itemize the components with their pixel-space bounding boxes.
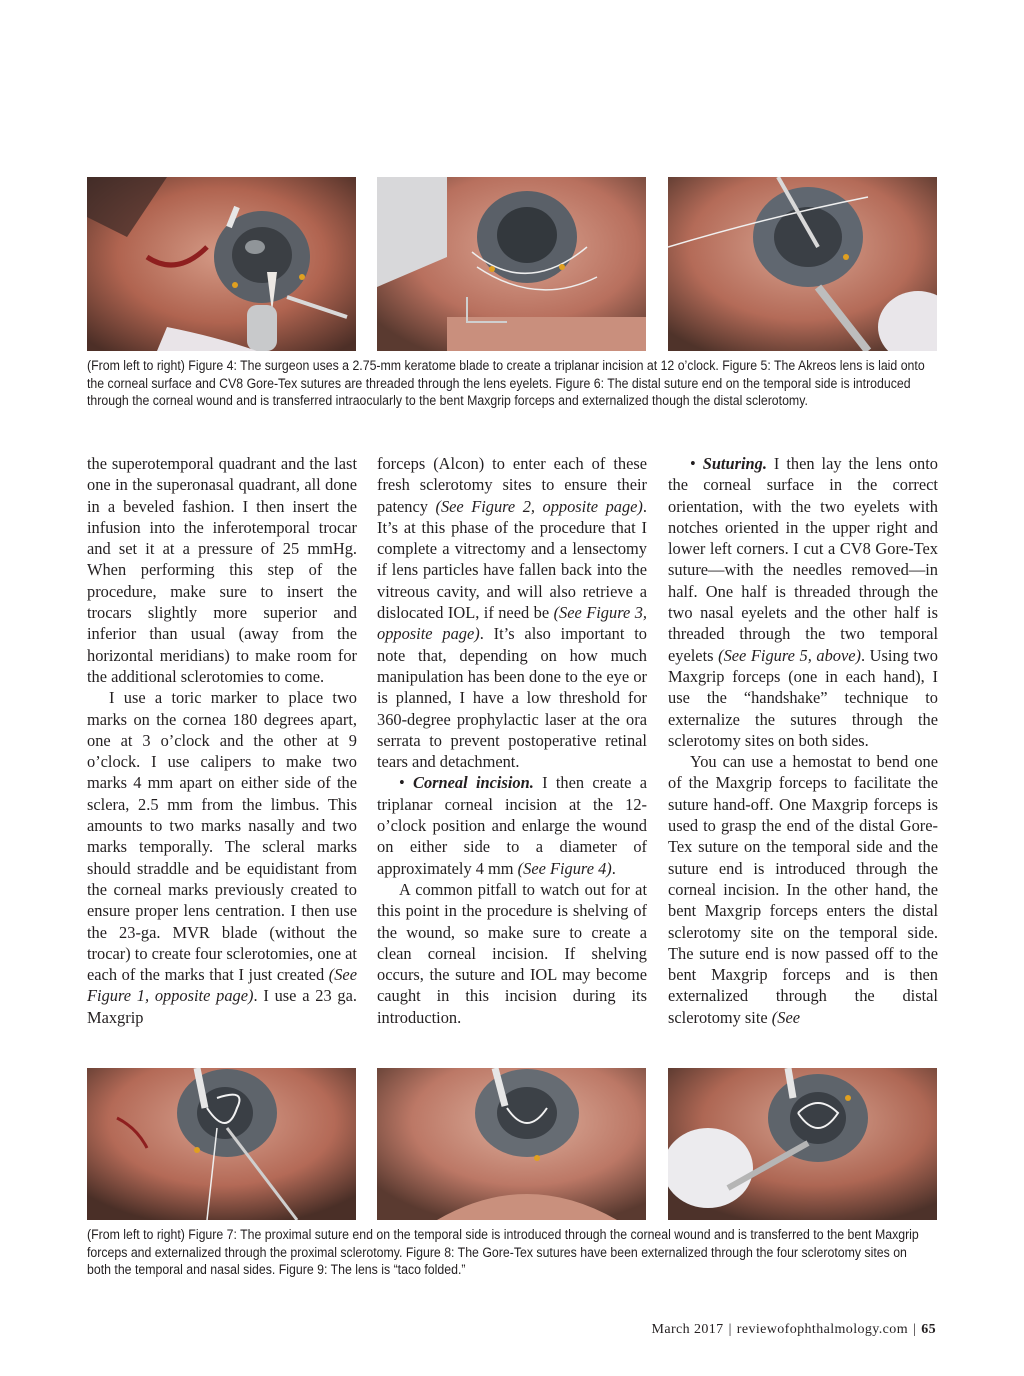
- figure-2-reference: (See Figure 2, opposite page): [435, 496, 643, 516]
- col2-p1-b: . It’s at this phase of the procedure that I complete a vitrectomy and a lensectomy if lens particles have fallen back into the vitreous cavity, and will also retrieve a dislocated IOL, if need be: [377, 496, 647, 623]
- col3-paragraph-1: [668, 453, 938, 751]
- figure-1-reference: (See Figure 1, opposite page): [87, 965, 357, 1006]
- col3-paragraph-2: [668, 751, 938, 1028]
- footer-separator: |: [728, 1322, 732, 1337]
- bullet: •: [399, 773, 414, 793]
- body-column-2: [377, 453, 647, 1028]
- col1-paragraph-2: [87, 687, 357, 1028]
- figure-6-reference: (See: [771, 1007, 801, 1027]
- footer-separator: |: [912, 1322, 917, 1337]
- col3-p2-text: You can use a hemostat to bend one of the Maxgrip forceps to facilitate the suture hand-off. One Maxgrip forceps is used to grasp the end of the distal Gore-Tex suture on the temporal side and the suture end is introduced through the corneal incision. In the other hand, the bent Maxgrip forceps enters the distal sclerotomy site on the temporal side. The suture end is now passed off to the bent Maxgrip forceps and is then externalized through the distal sclerotomy site: [668, 752, 938, 1027]
- col2-paragraph-3: A common pitfall to watch out for at this point in the procedure is shelving of the wound, so make sure to create a clean corneal incision. If shelving occurs, the suture and IOL may become caught in this incision during its introduction.: [377, 879, 647, 1027]
- top-figure-row: [87, 177, 937, 351]
- col2-p1-a: forceps (Alcon) to enter each of these fresh sclerotomy sites to ensure their patency: [377, 454, 647, 516]
- col1-p2-end: . I use a 23 ga. Maxgrip: [87, 986, 357, 1027]
- bullet: •: [690, 454, 703, 473]
- page-number: 65: [921, 1322, 936, 1337]
- body-column-1: [87, 453, 357, 1028]
- col1-paragraph-1: the superotemporal quadrant and the last one in the superonasal quadrant, all done in a beveled fashion. I then insert the infusion into the inferotemporal trocar and set it at a pressure of 25 mmHg. When performing this step of the procedure, make sure to insert the trocars slightly more superior and inferior than usual (away from the horizontal meridians) to make room for the additional sclerotomies to come.: [87, 454, 357, 686]
- suturing-heading: Suturing.: [702, 454, 767, 473]
- col3-p1-text: I then lay the lens onto the corneal surface in the correct orientation, with the two eyelets with notches oriented in the upper right and lower left corners. I cut a CV8 Gore-Tex suture—with the needles removed—in half. One half is threaded through the two nasal eyelets and the other half is threaded through the two temporal eyelets: [668, 454, 938, 665]
- bottom-figures-caption: (From left to right) Figure 7: The proximal suture end on the temporal side is introduced through the corneal wound and is transferred to the bent Maxgrip forceps and externalized through the proximal sclerotomy. Figure 8: The Gore-Tex sutures have been externalized through the four sclerotomy sites on both the temporal and nasal sides. Figure 9: The lens is “taco folded.”: [87, 1227, 919, 1278]
- col3-p1-end: . Using two Maxgrip forceps (one in each hand), I use the “handshake” technique to externalize the sutures through the sclerotomy sites on both sides.: [668, 645, 939, 750]
- figure-9-photo: [668, 1068, 937, 1220]
- figure-8-photo: [377, 1068, 646, 1220]
- col2-paragraph-1: [377, 453, 647, 772]
- col2-paragraph-2: [377, 772, 647, 878]
- body-column-3: [668, 453, 938, 1028]
- figure-6-photo: [668, 177, 937, 351]
- col2-p1-c: . It’s also important to note that, depending on how much manipulation has been done to the eye or is planned, I have a low threshold for 360-degree prophylactic laser at the ora serrata to prevent postoperative retinal tears and detachment.: [377, 624, 647, 772]
- figure-3-reference: (See Figure 3, opposite page): [377, 603, 647, 644]
- issue-date: March 2017: [651, 1322, 724, 1337]
- figure-5-photo: [377, 177, 646, 351]
- col2-p2-end: .: [611, 858, 616, 878]
- figure-4-photo: [87, 177, 356, 351]
- col2-p2-text: I then create a triplanar corneal incision at the 12-o’clock position and enlarge the wound on either side to a diameter of approximately 4 mm: [377, 773, 647, 878]
- col1-p2-text: I use a toric marker to place two marks on the cornea 180 degrees apart, one at 3 o’clock and the other at 9 o’clock. I use calipers to make two marks 4 mm apart on either side of the sclera, 2.5 mm from the limbus. This amounts to two marks nasally and two marks temporally. The scleral marks should straddle and be equidistant from the corneal marks previously created to ensure proper lens centration. I then use the 23-ga. MVR blade (without the trocar) to create four sclerotomies, one at each of the marks that I just created: [87, 688, 357, 985]
- bottom-figure-row: [87, 1068, 937, 1220]
- top-figures-caption: (From left to right) Figure 4: The surgeon uses a 2.75-mm keratome blade to create a triplanar incision at 12 o’clock. Figure 5: The Akreos lens is laid onto the corneal surface and CV8 Gore-Tex sutures are threaded through the lens eyelets. Figure 6: The distal suture end on the temporal side is introduced through the corneal wound and is transferred intraocularly to the bent Maxgrip forceps and externalized though the distal sclerotomy.: [87, 358, 925, 409]
- figure-5-reference: (See Figure 5, above): [718, 645, 861, 665]
- corneal-incision-heading: Corneal incision.: [413, 773, 534, 793]
- figure-4-reference: (See Figure 4): [517, 858, 612, 878]
- figure-7-photo: [87, 1068, 356, 1220]
- website-url: reviewofophthalmology.com: [736, 1322, 908, 1337]
- page-footer: [652, 1322, 936, 1338]
